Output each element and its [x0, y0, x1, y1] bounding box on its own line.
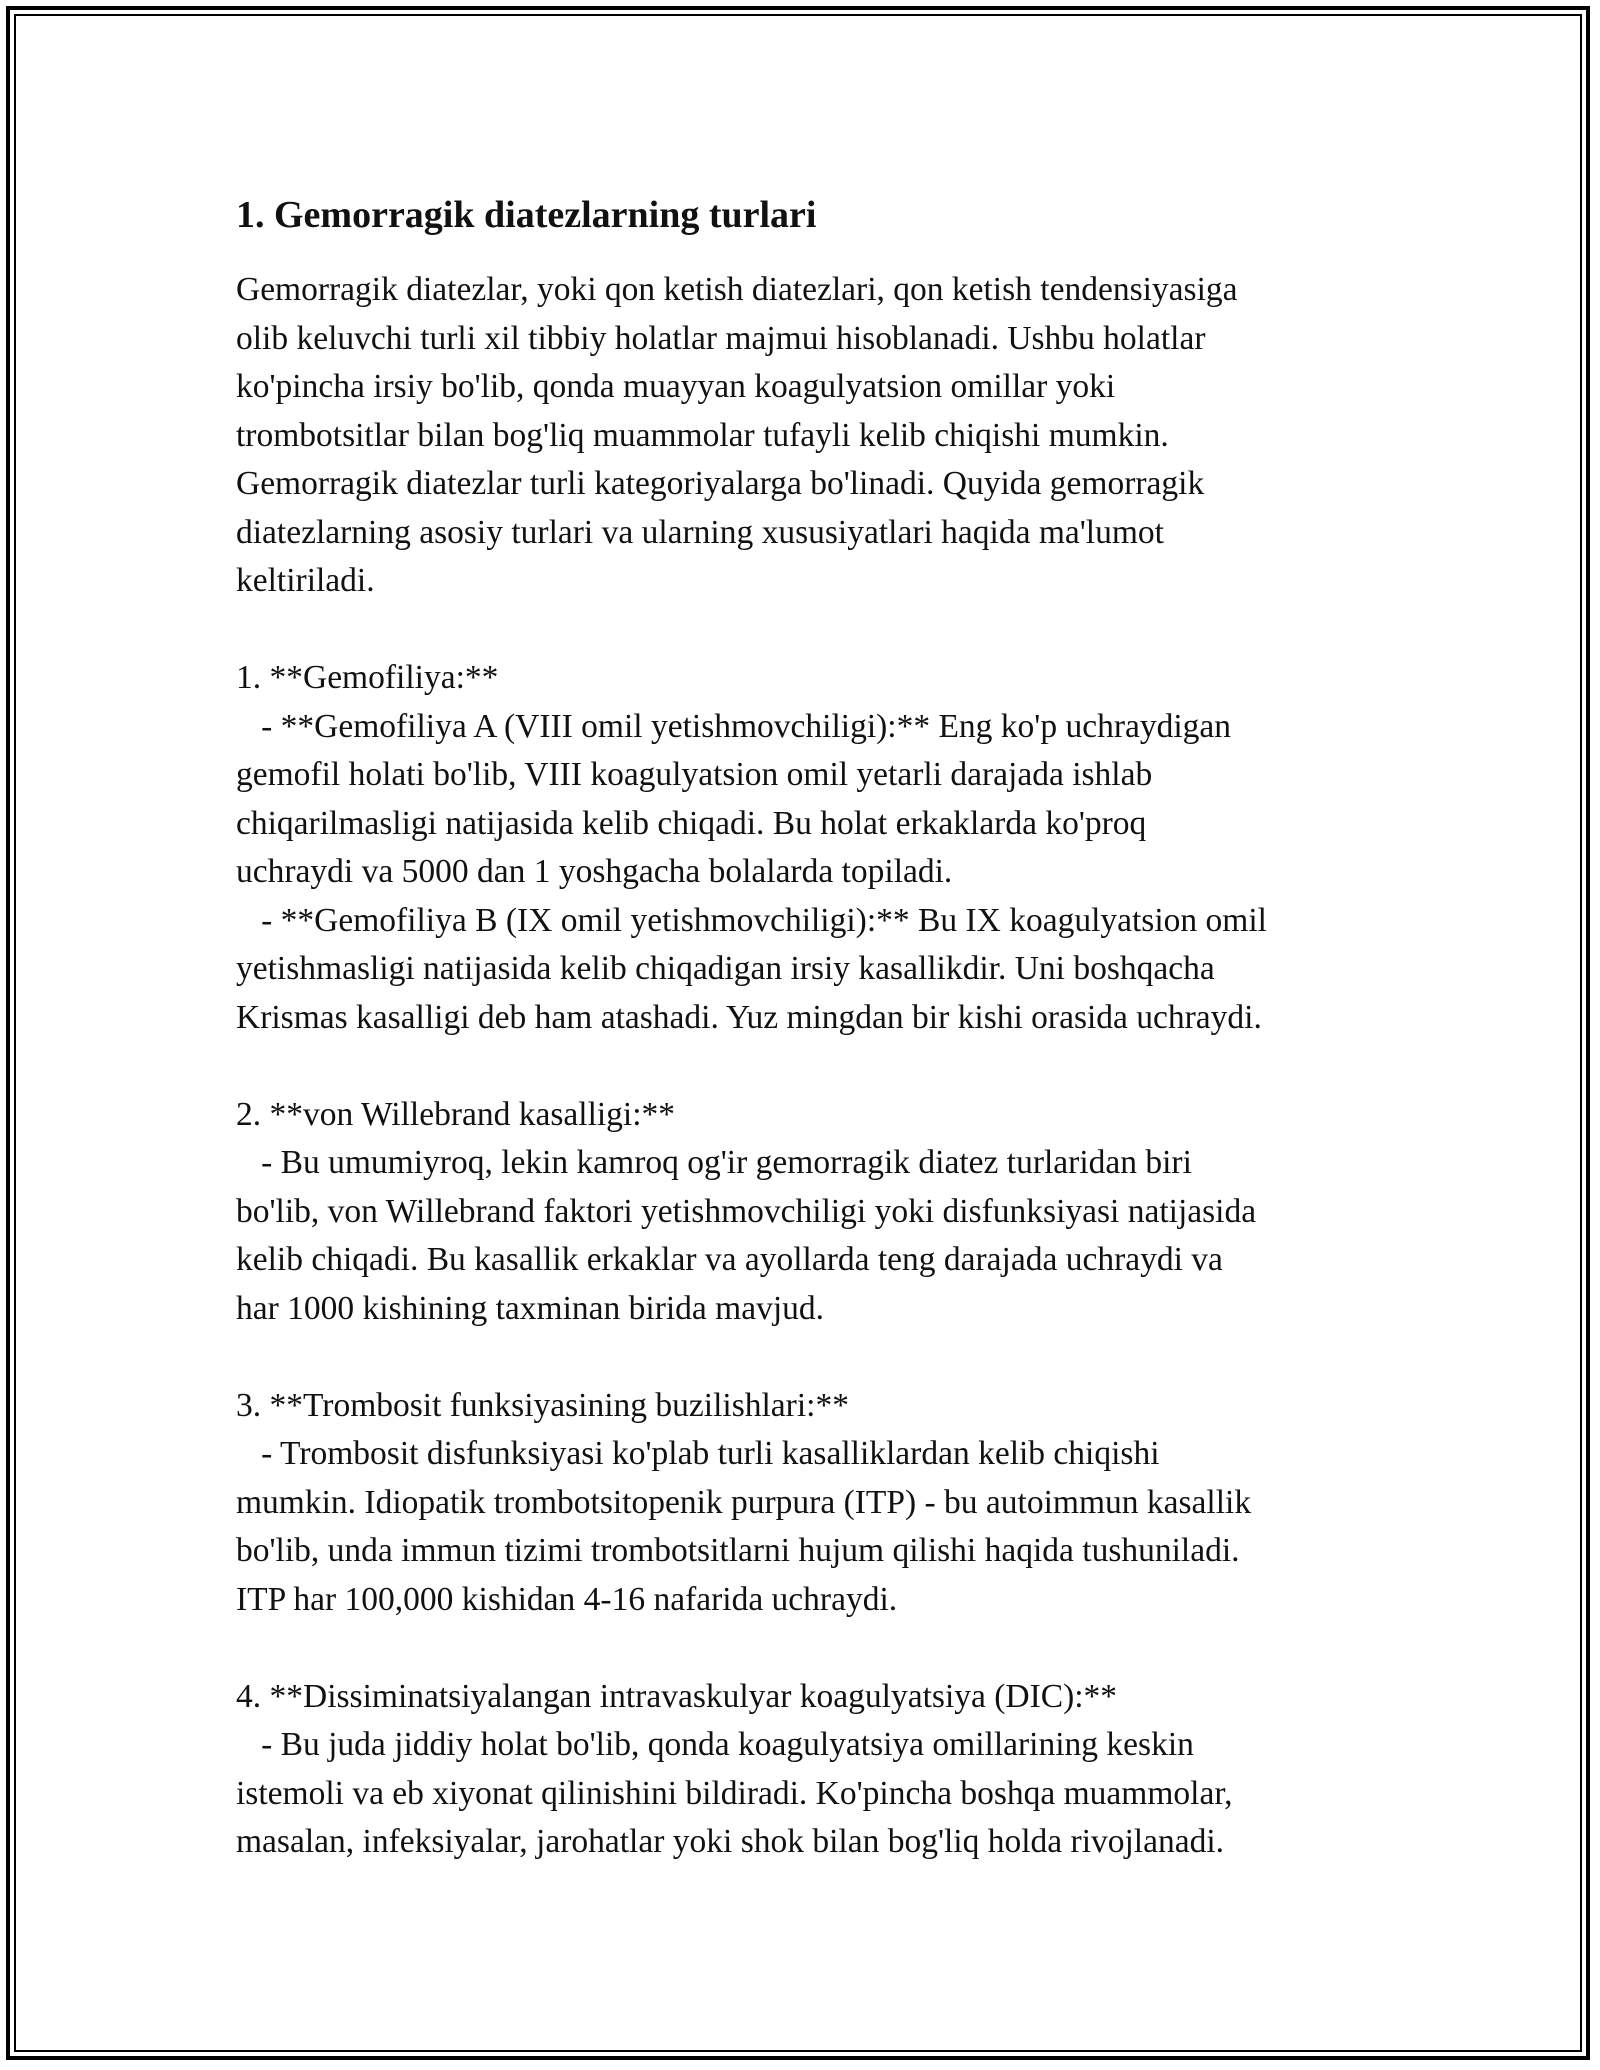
- section-heading: 2. **von Willebrand kasalligi:**: [236, 1095, 676, 1133]
- section-gemofiliya: [236, 654, 1396, 1042]
- intro-paragraph: Gemorragik diatezlar, yoki qon ketish diatezlari, qon ketish tendensiyasiga olib keluvchi turli xil tibbiy holatlar majmui hisoblanadi. Ushbu holatlar ko'pincha irsiy bo'lib, qonda muayyan koagulyatsion omillar yoki trombotsitlar bilan bog'liq muammolar tufayli kelib chiqishi mumkin. Gemorragik diatezlar turli kategoriyalarga bo'linadi. Quyida gemorragik diatezlarning asosiy turlari va ularning xususiyatlari haqida ma'lumot keltiriladi.: [236, 271, 1238, 599]
- blank-line: [236, 606, 1396, 655]
- document-body: [236, 184, 1396, 1867]
- section-body: - Bu juda jiddiy holat bo'lib, qonda koagulyatsiya omillarining keskin istemoli va eb xiyonat qilinishini bildiradi. Ko'pincha boshqa muammolar, masalan, infeksiyalar, jarohatlar yoki shok bilan bog'liq holda rivojlanadi.: [236, 1726, 1233, 1860]
- blank-line: [236, 1624, 1396, 1673]
- blank-line: [236, 1042, 1396, 1091]
- blank-line: [236, 1333, 1396, 1382]
- section-dic: [236, 1673, 1396, 1867]
- section-heading: 1. **Gemofiliya:**: [236, 659, 499, 696]
- section-body: - **Gemofiliya A (VIII omil yetishmovchiligi):** Eng ko'p uchraydigan gemofil holati bo'lib, VIII koagulyatsion omil yetarli darajada ishlab chiqarilmasligi natijasida kelib chiqadi. Bu holat erkaklarda ko'proq uchraydi va 5000 dan 1 yoshgacha bolalarda topiladi. - **Gemofiliya B (IX omil yetishmovchiligi):** Bu IX koagulyatsion omil yetishmasligi natijasida kelib chiqadigan irsiy kasallikdir. Uni boshqacha Krismas kasalligi deb ham atashadi. Yuz mingdan bir kishi orasida uchraydi.: [236, 707, 1267, 1036]
- section-heading: 3. **Trombosit funksiyasining buzilishlari:**: [236, 1386, 849, 1424]
- section-body: - Bu umumiyroq, lekin kamroq og'ir gemorragik diatez turlaridan biri bo'lib, von Willebrand faktori yetishmovchiligi yoki disfunksiyasi natijasida kelib chiqadi. Bu kasallik erkaklar va ayollarda teng darajada uchraydi va har 1000 kishining taxminan birida mavjud.: [236, 1144, 1257, 1327]
- section-von-willebrand: [236, 1091, 1396, 1334]
- section-heading: 4. **Dissiminatsiyalangan intravaskulyar koagulyatsiya (DIC):**: [236, 1677, 1118, 1715]
- document-title: 1. Gemorragik diatezlarning turlari: [236, 194, 817, 236]
- section-trombosit: [236, 1382, 1396, 1625]
- section-body: - Trombosit disfunksiyasi ko'plab turli kasalliklardan kelib chiqishi mumkin. Idiopatik trombotsitopenik purpura (ITP) - bu autoimmun kasallik bo'lib, unda immun tizimi trombotsitlarni hujum qilishi haqida tushuniladi. ITP har 100,000 kishidan 4-16 nafarida uchraydi.: [236, 1435, 1252, 1618]
